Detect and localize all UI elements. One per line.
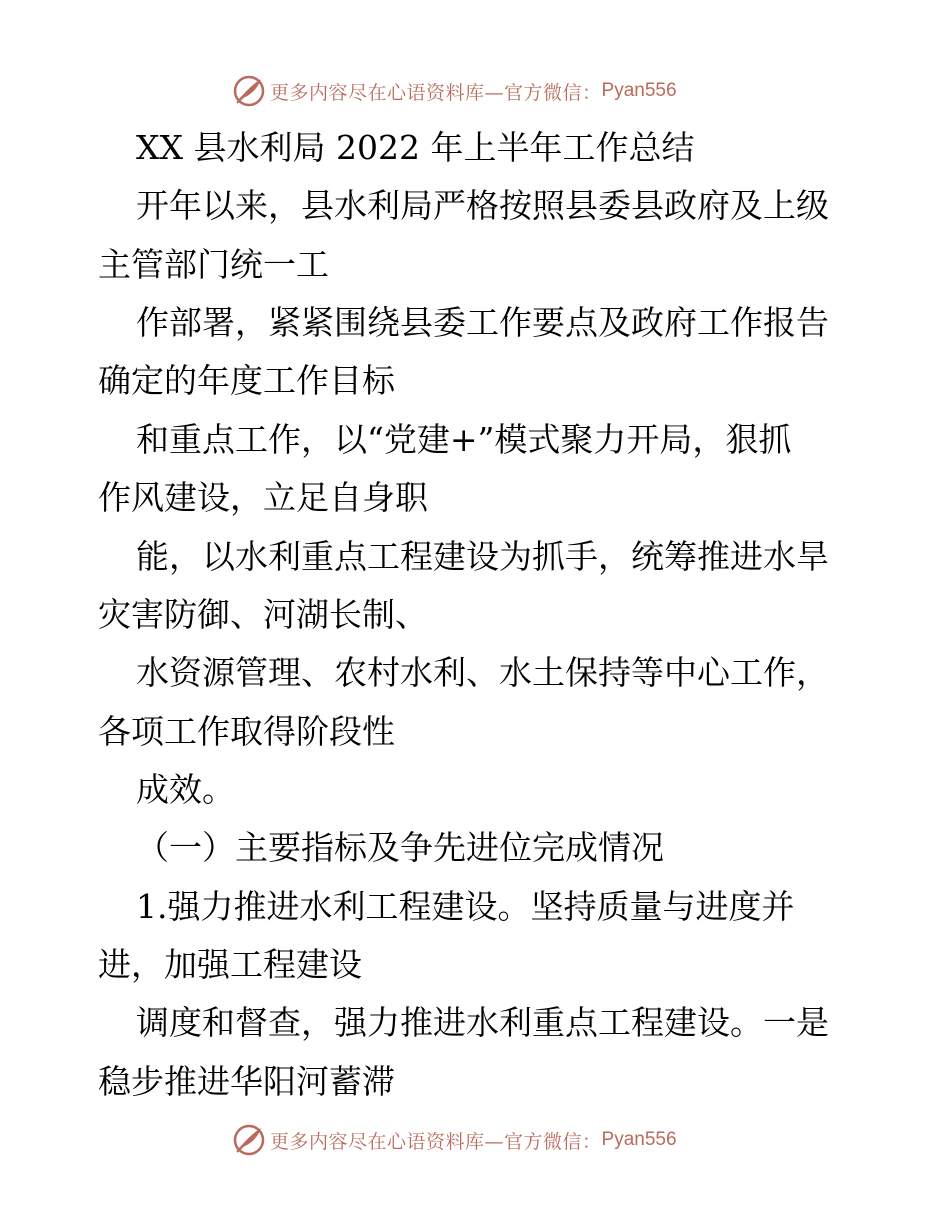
paragraph-line: 和重点工作，以“党建+”模式聚力开局，狠抓 xyxy=(136,420,792,459)
watermark-wechat-id: Pyan556 xyxy=(601,80,677,101)
paragraph-line: 各项工作取得阶段性 xyxy=(98,712,395,751)
paragraph-line: 进，加强工程建设 xyxy=(98,945,362,984)
paragraph-line: 主管部门统一工 xyxy=(98,245,329,284)
watermark-wechat-id: Pyan556 xyxy=(601,1129,677,1150)
paragraph-line: 稳步推进华阳河蓄滞 xyxy=(98,1062,395,1101)
document-title: XX 县水利局 2022 年上半年工作总结 xyxy=(136,128,695,167)
paragraph-line: 成效。 xyxy=(136,770,235,809)
paragraph-line: 调度和督查，强力推进水利重点工程建设。一是 xyxy=(136,1003,829,1042)
section-heading: （一）主要指标及争先进位完成情况 xyxy=(136,828,664,867)
paragraph-line: 水资源管理、农村水利、水土保持等中心工作， xyxy=(136,653,829,692)
paragraph-line: 作部署，紧紧围绕县委工作要点及政府工作报告 xyxy=(136,303,829,342)
watermark-text: 更多内容尽在心语资料库—官方微信： xyxy=(270,1130,602,1153)
paragraph-line: 灾害防御、河湖长制、 xyxy=(98,595,428,634)
paragraph-line: 开年以来，县水利局严格按照县委县政府及上级 xyxy=(136,186,829,225)
paragraph-line: 1.强力推进水利工程建设。坚持质量与进度并 xyxy=(136,887,795,926)
paragraph-line: 作风建设，立足自身职 xyxy=(98,478,428,517)
watermark-text: 更多内容尽在心语资料库—官方微信： xyxy=(270,81,602,104)
quill-pen-logo-icon xyxy=(232,1123,266,1157)
quill-pen-logo-icon xyxy=(232,74,266,108)
footer-watermark xyxy=(232,1122,677,1158)
paragraph-line: 能，以水利重点工程建设为抓手，统筹推进水旱 xyxy=(136,537,829,576)
paragraph-line: 确定的年度工作目标 xyxy=(98,361,395,400)
header-watermark xyxy=(232,73,677,109)
